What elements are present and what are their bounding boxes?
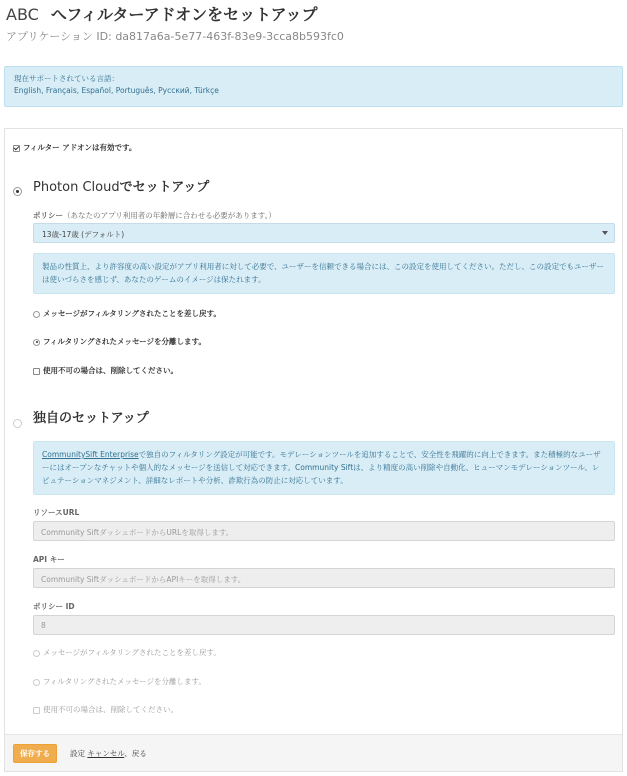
policy-id-value: 8	[41, 621, 46, 630]
chevron-down-icon	[602, 231, 608, 235]
policy-label	[33, 210, 276, 221]
custom-setup-title: 独自のセットアップ	[33, 411, 149, 426]
footer-bar	[5, 734, 622, 771]
photon-delete-label: 使用不可の場合は、削除してください。	[43, 366, 178, 375]
app-id: アプリケーション ID: da817a6a-5e77-463f-83e9-3cca8b593fc0	[6, 30, 344, 43]
photon-option-revert[interactable]	[33, 308, 221, 319]
photon-setup-title-normal: Photon Cloud	[33, 180, 120, 195]
policy-select[interactable]	[33, 223, 615, 243]
footer-separator: 、	[124, 749, 132, 758]
policy-hint: （あなたのアプリ利用者の年齢層に合わせる必要があります。）	[63, 211, 276, 220]
photon-delete-checkbox[interactable]	[33, 368, 40, 375]
addon-enabled-checkbox[interactable]	[13, 145, 20, 152]
photon-info-text: 製品の性質上、より許容度の高い設定がアプリ利用者に対して必要で、ユーザーを信頼できる場合には、この設定を使用してください。ただし、この設定でもユーザーは使いづらさを感じず、あなたのゲームのイメージは保たれます。	[42, 262, 605, 284]
custom-info-box	[33, 441, 615, 495]
custom-option-revert[interactable]	[33, 647, 221, 658]
footer-links	[70, 748, 147, 759]
photon-option-separate-radio[interactable]	[33, 339, 40, 346]
photon-setup-title	[33, 176, 209, 195]
photon-delete-option[interactable]	[33, 365, 178, 376]
supported-languages-label: 現在サポートされている言語：	[14, 74, 119, 83]
policy-label-text: ポリシー	[33, 211, 63, 220]
photon-info-box	[33, 253, 615, 294]
custom-option-separate-radio[interactable]	[33, 679, 40, 686]
custom-setup-radio[interactable]	[13, 419, 22, 428]
back-link[interactable]: 戻る	[131, 749, 147, 758]
custom-option-separate-label: フィルタリングされたメッセージを分離します。	[43, 677, 206, 686]
save-button[interactable]: 保存する	[13, 744, 57, 763]
addon-enabled-label: フィルター アドオンは有効です。	[23, 143, 137, 152]
supported-languages-list: English, Français, Español, Português, Русский, Türkçe	[14, 86, 219, 95]
photon-setup-title-strong: でセットアップ	[119, 180, 210, 195]
page-header	[6, 4, 344, 44]
custom-option-separate[interactable]	[33, 676, 206, 687]
addon-enabled-option[interactable]	[13, 142, 136, 153]
resource-url-label: リソースURL	[33, 508, 80, 517]
resource-url-input[interactable]	[33, 521, 615, 541]
page-title	[6, 4, 344, 26]
custom-delete-label: 使用不可の場合は、削除してください。	[43, 705, 178, 714]
api-key-input[interactable]	[33, 568, 615, 588]
custom-setup-option[interactable]	[13, 413, 25, 432]
photon-option-revert-label: メッセージがフィルタリングされたことを差し戻す。	[43, 309, 221, 318]
api-key-placeholder: Community SiftダッシュボードからAPIキーを取得します。	[41, 575, 246, 584]
app-name: ABC	[6, 5, 39, 24]
photon-option-separate-label: フィルタリングされたメッセージを分離します。	[43, 337, 206, 346]
custom-info-text: で独自のフィルタリング設定が可能です。モデレーションツールを追加することで、安全性を飛躍的に向上できます。また積極的なユーザーにはオープンなチャットや個人的なメッセージを送信して対応できます。Community Siftは、より精度の高い削除や自動化、ヒューマンモデレーションツール、レピュテーションマネジメント、詳細なレポートや分析、詐欺行為の防止に対応しています。	[42, 450, 601, 485]
custom-option-revert-label: メッセージがフィルタリングされたことを差し戻す。	[43, 648, 221, 657]
settings-panel	[4, 128, 623, 772]
photon-setup-radio[interactable]	[13, 187, 22, 196]
photon-setup-option[interactable]	[13, 181, 25, 200]
custom-delete-option[interactable]	[33, 704, 178, 715]
api-key-label: API キー	[33, 555, 65, 564]
community-sift-link[interactable]: CommunitySift Enterprise	[42, 450, 139, 459]
policy-id-input[interactable]	[33, 615, 615, 635]
custom-option-revert-radio[interactable]	[33, 650, 40, 657]
policy-select-value: 13歳-17歳 (デフォルト)	[42, 230, 125, 239]
cancel-link[interactable]: キャンセル	[87, 749, 125, 758]
custom-delete-checkbox[interactable]	[33, 707, 40, 714]
settings-label: 設定	[70, 749, 85, 758]
resource-url-placeholder: Community SiftダッシュボードからURLを取得します。	[41, 528, 234, 537]
supported-languages-box	[4, 66, 623, 107]
page-heading: へフィルターアドオンをセットアップ	[50, 5, 318, 24]
photon-option-revert-radio[interactable]	[33, 311, 40, 318]
policy-id-label: ポリシー ID	[33, 602, 75, 611]
photon-option-separate[interactable]	[33, 336, 206, 347]
